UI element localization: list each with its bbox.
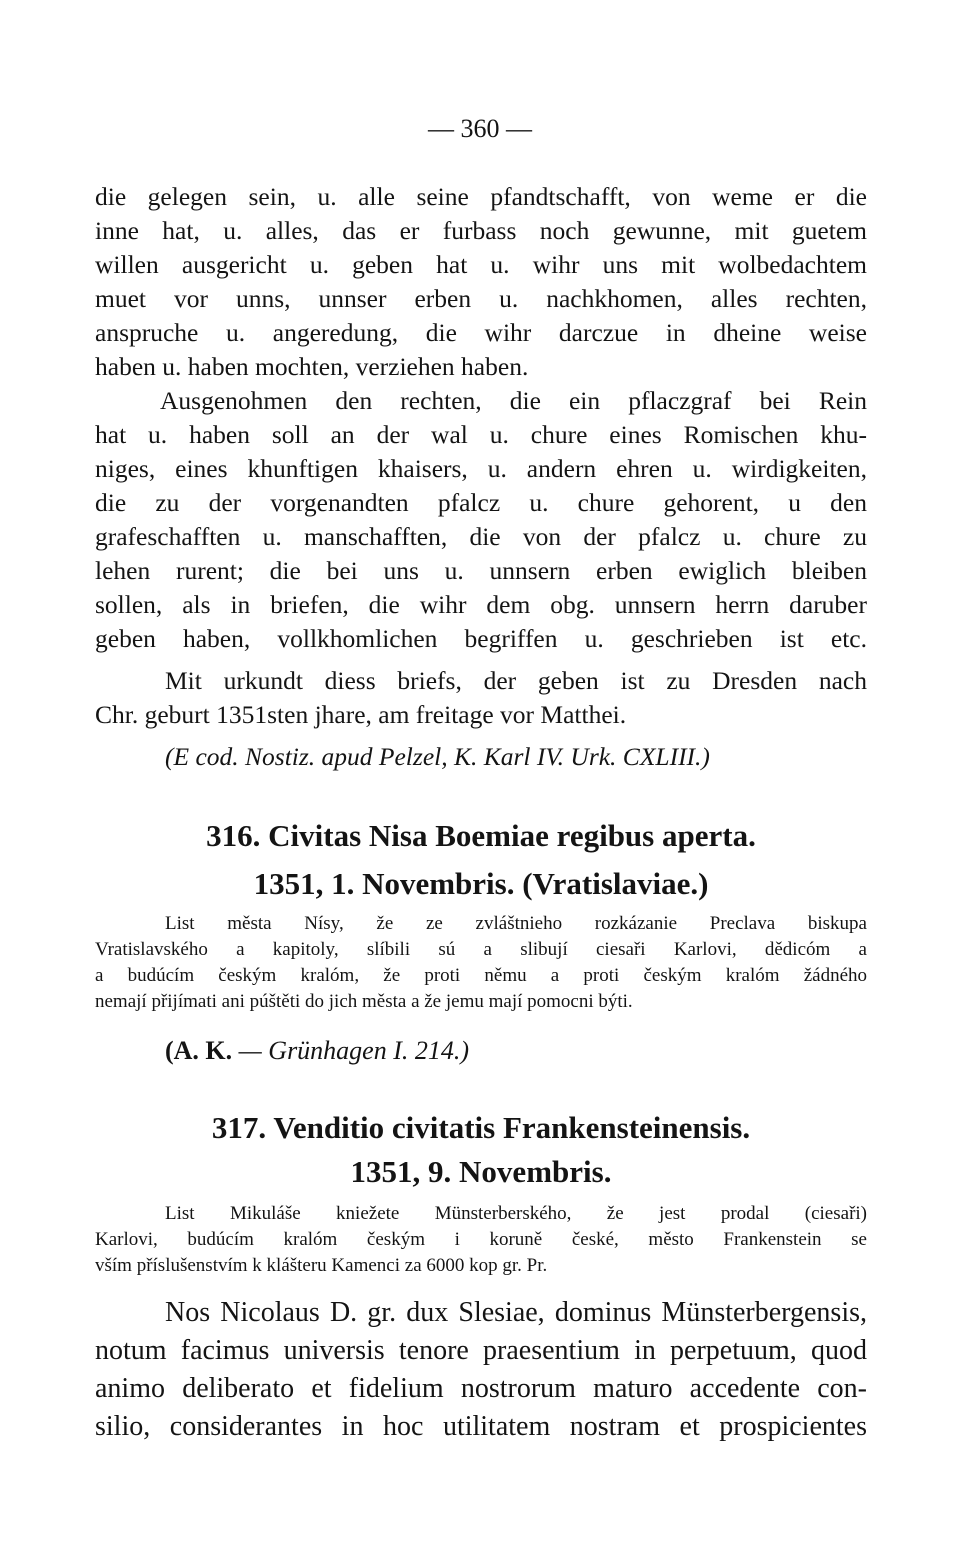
source-citation [165, 1034, 469, 1068]
archive-abbreviation: (A. K. [165, 1036, 233, 1065]
document-title: 317. Venditio civitatis Frankensteinensis. [211, 1110, 751, 1145]
text-line: haben u. haben mochten, verziehen haben. [95, 352, 529, 381]
text-line: Ausgenohmen den rechten, die ein pflaczgraf bei Rein [160, 386, 867, 415]
regest-line: List Mikuláše kniežete Münsterberského, že jest prodal (ciesaři) [165, 1203, 867, 1224]
regest-line: Karlovi, budúcím kralóm českým i koruně české, město Frankenstein se [95, 1229, 867, 1250]
text-line: hat u. haben soll an der wal u. chure eines Romischen khu- [95, 420, 867, 449]
text-line: geben haben, vollkhomlichen begriffen u. geschrieben ist etc. [95, 624, 867, 653]
text-line: sollen, als in briefen, die wihr dem obg. unnsern herrn daruber [95, 590, 867, 619]
charter-text-line: animo deliberato et fidelium nostrorum maturo accedente con- [95, 1373, 867, 1404]
charter-text-line: silio, considerantes in hoc utilitatem nostram et prospicientes [95, 1411, 867, 1442]
text-line: inne hat, u. alles, das er furbass noch gewunne, mit guetem [95, 216, 867, 245]
text-line: Mit urkundt diess briefs, der geben ist zu Dresden nach [165, 666, 867, 695]
source-reference: — Grünhagen I. 214.) [238, 1036, 470, 1065]
document-date: 1351, 9. Novembris. [350, 1154, 612, 1189]
text-line: anspruche u. angeredung, die wihr darczue in dheine weise [95, 318, 867, 347]
text-line: willen ausgericht u. geben hat u. wihr uns mit wolbedachtem [95, 250, 867, 279]
charter-text-line: notum facimus universis tenore praesentium in perpetuum, quod [95, 1335, 867, 1366]
regest-line: a budúcím českým kralóm, že proti němu a proti českým kralóm žádného [95, 965, 867, 986]
regest-line: nemají přijímati ani púštěti do jich města a že jemu mají pomocni býti. [95, 991, 633, 1012]
text-line: muet vor unns, unnser erben u. nachkhomen, alles rechten, [95, 284, 867, 313]
text-line: lehen rurent; die bei uns u. unnsern erben ewiglich bleiben [95, 556, 867, 585]
page-number: — 360 — [428, 114, 532, 143]
text-line: die gelegen sein, u. alle seine pfandtschafft, von weme er die [95, 182, 867, 211]
document-title: 316. Civitas Nisa Boemiae regibus aperta. [206, 818, 756, 853]
text-line: niges, eines khunftigen khaisers, u. andern ehren u. wirdigkeiten, [95, 454, 867, 483]
charter-text-line: Nos Nicolaus D. gr. dux Slesiae, dominus Münsterbergensis, [165, 1297, 867, 1328]
document-date: 1351, 1. Novembris. (Vratislaviae.) [253, 866, 709, 901]
regest-line: List města Nísy, že ze zvláštnieho rozkázanie Preclava biskupa [165, 913, 867, 934]
regest-line: Vratislavského a kapitoly, slíbili sú a slibují ciesaři Karlovi, dědicóm a [95, 939, 867, 960]
text-line: die zu der vorgenandten pfalcz u. chure gehorent, u den [95, 488, 867, 517]
source-citation: (E cod. Nostiz. apud Pelzel, K. Karl IV. Urk. CXLIII.) [165, 742, 710, 771]
regest-line: vším příslušenstvím k klášteru Kamenci za 6000 kop gr. Pr. [95, 1255, 548, 1276]
text-line: grafeschafften u. manschafften, die von der pfalcz u. chure zu [95, 522, 867, 551]
text-line: Chr. geburt 1351sten jhare, am freitage vor Matthei. [95, 700, 627, 729]
